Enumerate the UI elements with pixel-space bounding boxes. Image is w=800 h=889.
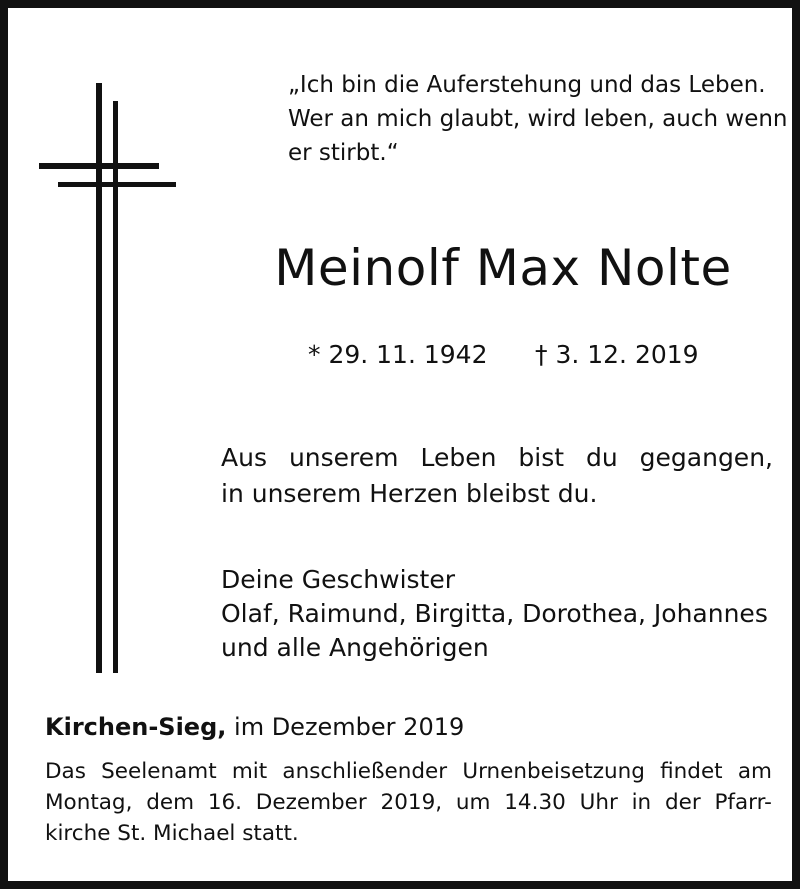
verse-word: Aus — [221, 443, 267, 472]
death-date: † 3. 12. 2019 — [535, 340, 699, 369]
notice-line-2 — [45, 787, 772, 818]
notice-word: am — [737, 759, 772, 784]
notice-word: der — [664, 790, 701, 815]
quote-line: Wer an mich glaubt, wird leben, auch wenn — [288, 106, 788, 132]
notice-word: 2019, — [380, 790, 443, 815]
mourners-signature — [221, 563, 781, 665]
verse-line-1 — [221, 440, 773, 476]
notice-word: Das — [45, 759, 86, 784]
notice-line-3: kirche St. Michael statt. — [45, 821, 299, 846]
deceased-name: Meinolf Max Nolte — [274, 239, 732, 297]
cross-vertical-bar-left — [96, 83, 102, 673]
notice-word: findet — [660, 759, 723, 784]
notice-word: Pfarr- — [714, 790, 772, 815]
mourners-line: Deine Geschwister — [221, 565, 455, 594]
quote-line: „Ich bin die Auferstehung und das Leben. — [288, 72, 766, 98]
notice-word: Urnenbeisetzung — [462, 759, 645, 784]
cross-horizontal-bar-bottom — [58, 182, 176, 187]
mourners-line: Olaf, Raimund, Birgitta, Dorothea, Johannes — [221, 599, 768, 628]
verse-word: unserem — [288, 443, 399, 472]
notice-word: Uhr — [579, 790, 618, 815]
cross-horizontal-bar-top — [39, 163, 159, 169]
notice-word: dem — [146, 790, 195, 815]
requiem-notice — [45, 756, 772, 849]
place-and-date — [45, 710, 785, 744]
mourners-line: und alle Angehörigen — [221, 633, 489, 662]
notice-word: in — [631, 790, 652, 815]
verse-word: bist — [518, 443, 565, 472]
notice-word: um — [455, 790, 491, 815]
verse-word: gegangen, — [639, 443, 773, 472]
verse-word: du — [585, 443, 618, 472]
bible-quote — [288, 68, 788, 170]
place-town: Kirchen-Sieg, — [45, 713, 227, 741]
notice-word: 16. — [207, 790, 243, 815]
notice-word: anschließender — [282, 759, 448, 784]
notice-word: Dezember — [255, 790, 367, 815]
verse-word: Leben — [420, 443, 497, 472]
place-date: im Dezember 2019 — [226, 713, 465, 741]
notice-word: Seelenamt — [101, 759, 217, 784]
notice-line-1 — [45, 756, 772, 787]
memorial-verse — [221, 440, 773, 512]
notice-word: Montag, — [45, 790, 133, 815]
notice-word: mit — [231, 759, 268, 784]
quote-line: er stirbt.“ — [288, 140, 399, 166]
verse-line-2: in unserem Herzen bleibst du. — [221, 479, 598, 508]
birth-date: * 29. 11. 1942 — [308, 340, 488, 369]
notice-word: 14.30 — [504, 790, 566, 815]
